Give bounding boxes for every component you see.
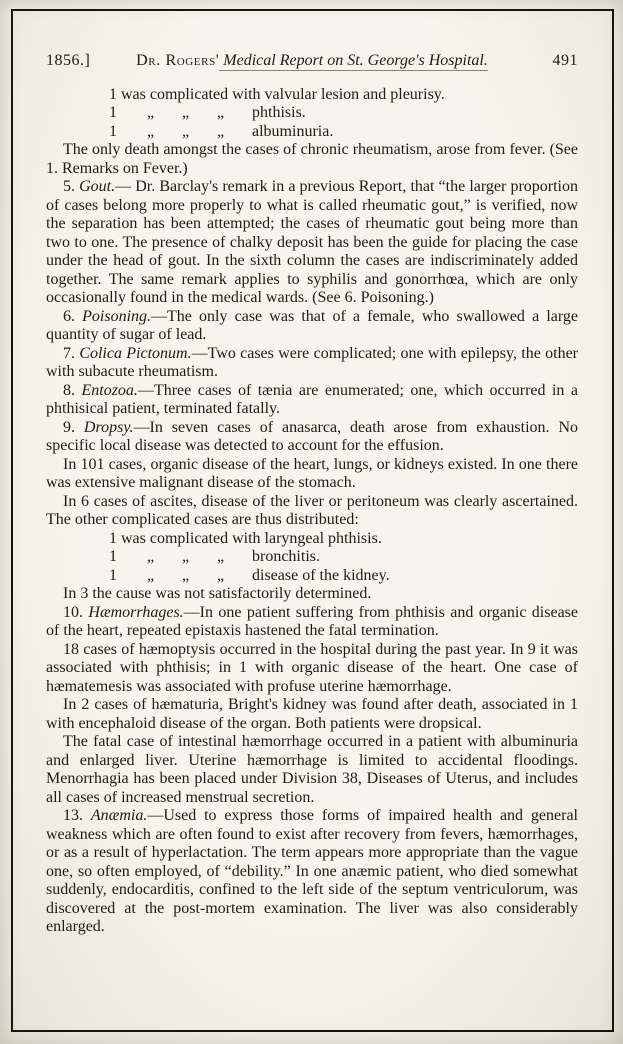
section-term: Hæmorrhages.	[88, 603, 184, 621]
text-block-body: In 101 cases, organic disease of the heart, lungs, or kidneys existed. In one there was extensive malignant disease of the stomach.	[46, 455, 578, 491]
text-block-lead	[46, 178, 578, 308]
page-body	[46, 86, 578, 937]
section-term: Gout.	[79, 178, 116, 195]
section-number: 9.	[63, 418, 84, 436]
section-text: —Two cases were complicated; one with epilepsy, the other with subacute rheumatism.	[46, 344, 579, 380]
header-page-number: 491	[552, 52, 578, 69]
ditto-text: albuminuria.	[252, 122, 334, 140]
text-block-body: The only death amongst the cases of chronic rheumatism, arose from fever. (See 1. Remarks on Fever.)	[46, 141, 578, 177]
text-block-lead	[46, 382, 578, 419]
ditto-mark: „	[182, 104, 190, 121]
section-text: —In seven cases of anasarca, death arose from exhaustion. No specific local disease was detected to account for the effusion.	[46, 418, 578, 454]
text-block-lead	[46, 308, 578, 345]
page-content	[46, 52, 578, 937]
ditto-number: 1	[109, 566, 117, 584]
section-text: —Three cases of tænia are enumerated; one, which occurred in a phthisical patient, terminated fatally.	[46, 381, 579, 417]
ditto-mark: „	[182, 548, 190, 565]
ditto-mark: „	[217, 104, 225, 121]
text-block-ditto	[46, 567, 578, 586]
text-block-item: 1 was complicated with valvular lesion and pleurisy.	[109, 85, 445, 103]
section-term: Poisoning.	[82, 307, 152, 325]
section-text: —In one patient suffering from phthisis and organic disease of the heart, repeated epistaxis hastened the fatal termination.	[46, 603, 579, 639]
ditto-mark: „	[182, 122, 190, 140]
section-number: 8.	[63, 381, 82, 399]
ditto-mark: „	[147, 122, 155, 140]
section-number: 13.	[63, 807, 91, 824]
section-term: Anæmia.	[90, 807, 148, 824]
text-block-lead	[46, 345, 578, 382]
text-block-body: 18 cases of hæmoptysis occurred in the hospital during the past year. In 9 it was associated with phthisis; in 1 with organic disease of the heart. One case of hæmatemesis was associated with profuse uterine hæmorrhage.	[46, 640, 578, 695]
header-year: 1856.]	[46, 52, 91, 69]
section-text: —The only case was that of a female, who swallowed a large quantity of sugar of lead.	[46, 307, 579, 343]
section-number: 6.	[63, 307, 83, 325]
text-block-body: In 3 the cause was not satisfactorily determined.	[63, 585, 372, 602]
header-title	[136, 52, 488, 71]
header-title-rest: Medical Report on St. George's Hospital.	[219, 52, 488, 69]
ditto-mark: „	[147, 566, 155, 584]
ditto-number: 1	[109, 104, 117, 121]
ditto-text: bronchitis.	[252, 548, 320, 565]
text-block-ditto	[46, 123, 578, 142]
ditto-text: phthisis.	[252, 104, 306, 121]
ditto-mark: „	[217, 548, 225, 565]
section-number: 10.	[63, 603, 89, 621]
ditto-number: 1	[109, 548, 117, 565]
section-number: 7.	[63, 344, 80, 362]
text-block-ditto	[46, 548, 578, 567]
section-text: — Dr. Barclay's remark in a previous Report, that “the larger proportion of cases belong more properly to what is called rheumatic gout,” is verified, now the separation has been attempted; the cases of rheumatic gout being more than two to one. The presence of chalky deposit has been the guide for placing the case under the head of gout. In the sixth column the cases are indiscriminately added together. The same remark applies to syphilis and gonorrhœa, which are only occasionally found in the medical wards. (See 6. Poisoning.)	[46, 178, 579, 306]
section-number: 5.	[63, 178, 80, 195]
text-block-item: 1 was complicated with laryngeal phthisis.	[109, 529, 382, 547]
header-title-author: Dr. Rogers'	[136, 52, 220, 69]
text-block-ditto	[46, 104, 578, 123]
section-term: Entozoa.	[81, 381, 138, 399]
text-block-body: In 6 cases of ascites, disease of the liver or peritoneum was clearly ascertained. The other complicated cases are thus distributed:	[46, 492, 578, 528]
text-block-body: The fatal case of intestinal hæmorrhage occurred in a patient with albuminuria and enlarged liver. Uterine hæmorrhage is limited to accidental floodings. Menorrhagia has been placed under Division 38, Diseases of Uterus, and includes all cases of increased menstrual secretion.	[46, 733, 578, 806]
ditto-number: 1	[109, 122, 117, 140]
text-block-lead	[46, 419, 578, 456]
text-block-body: In 2 cases of hæmaturia, Bright's kidney was found after death, associated in 1 with encephaloid disease of the organ. Both patients were dropsical.	[46, 696, 578, 732]
ditto-mark: „	[147, 104, 155, 121]
ditto-text: disease of the kidney.	[252, 566, 390, 584]
ditto-mark: „	[217, 122, 225, 140]
section-term: Dropsy.	[83, 418, 134, 436]
section-text: —Used to express those forms of impaired health and general weakness which are often found to exist after recovery from fevers, hæmorrhages, or as a result of hyperlactation. The term appears more appropriate than the vague one, so often employed, of “debility.” In one anæmic patient, who died somewhat suddenly, endocarditis, confined to the left side of the septum ventriculorum, was discovered at the post-mortem examination. The liver was also considerably enlarged.	[46, 807, 579, 935]
ditto-mark: „	[217, 566, 225, 584]
ditto-mark: „	[182, 566, 190, 584]
text-block-lead	[46, 604, 578, 641]
running-head	[46, 52, 578, 71]
text-block-lead	[46, 807, 578, 937]
ditto-mark: „	[147, 548, 155, 565]
section-term: Colica Pictonum.	[79, 344, 192, 362]
